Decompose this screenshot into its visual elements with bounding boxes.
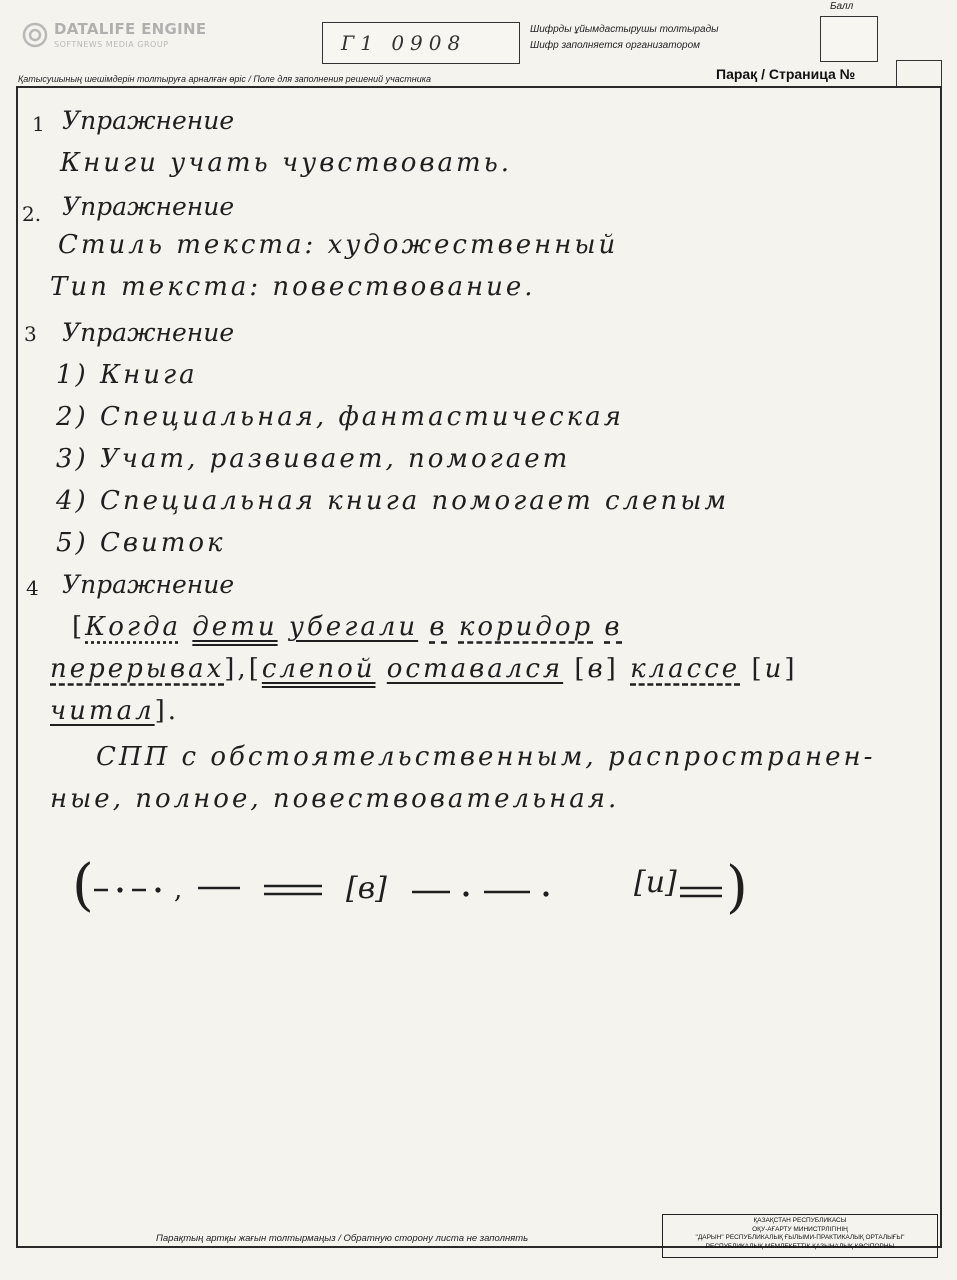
ex1-answer: Книги учать чувствовать. <box>60 148 513 178</box>
stamp-line-4: РЕСПУБЛИКАЛЫҚ МЕМЛЕКЕТТІК ҚАЗЫНАЛЫҚ КӘСІПОРНЫ <box>705 1242 895 1250</box>
cipher-value: Г1 0908 <box>341 31 467 55</box>
ex4-sentence-line-2: перерывах],[слепой оставался [в] классе [и] <box>50 654 798 684</box>
ex4-sentence-line-3: читал]. <box>50 696 180 726</box>
word-klasse: классе <box>630 654 741 684</box>
ex4-sentence-line-1: [Когда дети убегали в коридор в <box>72 612 623 642</box>
ex3-item-3: 3) Учат, развивает, помогает <box>56 444 571 474</box>
organizer-stamp <box>662 1214 938 1258</box>
ex4-analysis-line-2: ные, полное, повествовательная. <box>50 784 620 814</box>
schema-dot <box>117 887 122 892</box>
watermark-subtitle: SOFTNEWS MEDIA GROUP <box>54 40 169 49</box>
score-label: Балл <box>830 1 854 12</box>
schema-dot <box>543 891 548 896</box>
ex3-title: Упражнение <box>62 318 235 347</box>
ex4-title: Упражнение <box>62 570 235 599</box>
ex2-title: Упражнение <box>62 192 235 221</box>
ex3-item-1: 1) Книга <box>56 360 198 390</box>
ex2-number: 2. <box>22 202 42 226</box>
word-i: и <box>764 654 785 684</box>
word-kogda: Когда <box>85 612 182 642</box>
schema-comma: , <box>174 875 183 905</box>
ex3-item-4: 4) Специальная книга помогает слепым <box>56 486 730 516</box>
word-ubegali: убегали <box>288 612 419 642</box>
ex4-analysis-line-1: СПП с обстоятельственным, распространен- <box>96 742 876 772</box>
page-number-box <box>896 60 942 87</box>
ex1-title: Упражнение <box>62 106 235 135</box>
datalife-logo-icon <box>22 22 48 48</box>
word-chital: читал <box>50 696 155 726</box>
schema-mark-i: [и] <box>634 865 677 900</box>
footer-note: Парақтың артқы жағын толтырмаңыз / Обратную сторону листа не заполнять <box>156 1233 529 1244</box>
word-slepoi: слепой <box>261 654 376 684</box>
ex3-item-2: 2) Специальная, фантастическая <box>56 402 624 432</box>
cipher-label <box>530 22 718 54</box>
schema-paren-close: ) <box>726 855 748 920</box>
word-v-3: в <box>587 654 606 684</box>
word-koridor: коридор <box>458 612 594 642</box>
schema-dot <box>463 891 468 896</box>
ex1-number: 1 <box>32 112 45 136</box>
word-v-1: в <box>429 612 448 642</box>
ex3-item-5: 5) Свиток <box>56 528 226 558</box>
ex4-number: 4 <box>26 576 39 600</box>
sentence-schema <box>60 838 840 938</box>
word-pereryvah: перерывах <box>50 654 225 684</box>
field-caption: Қатысушының шешімдерін толтыруға арналған өріс / Поле для заполнения решений участника <box>18 74 431 84</box>
word-deti: дети <box>192 612 278 642</box>
page-label: Парақ / Страница № <box>716 66 856 82</box>
watermark-title: DATALIFE ENGINE <box>54 20 207 38</box>
stamp-line-1: ҚАЗАҚСТАН РЕСПУБЛИКАСЫ <box>753 1217 847 1224</box>
ex2-type-line: Тип текста: повествование. <box>50 272 536 302</box>
stamp-line-2: ОҚУ-АҒАРТУ МИНИСТРЛІГІНІҢ <box>752 1225 848 1233</box>
ex2-style-line: Стиль текста: художественный <box>58 230 619 260</box>
cipher-box <box>322 22 520 64</box>
cipher-label-kz: Шифрды ұйымдастырушы толтырады <box>530 24 719 35</box>
ex3-number: 3 <box>24 322 37 346</box>
schema-paren-open: ( <box>72 853 94 918</box>
stamp-line-3: "ДАРЫН" РЕСПУБЛИКАЛЫҚ ҒЫЛЫМИ-ПРАКТИКАЛЫҚ ОРТАЛЫҒЫ" <box>695 1234 905 1241</box>
word-ostavalsya: оставался <box>386 654 564 684</box>
watermark <box>22 20 206 49</box>
word-v-2: в <box>604 612 623 642</box>
cipher-label-ru: Шифр заполняется организатором <box>530 40 700 51</box>
schema-mark-v: [в] <box>346 871 387 906</box>
score-box <box>820 16 878 62</box>
schema-dot <box>155 887 160 892</box>
